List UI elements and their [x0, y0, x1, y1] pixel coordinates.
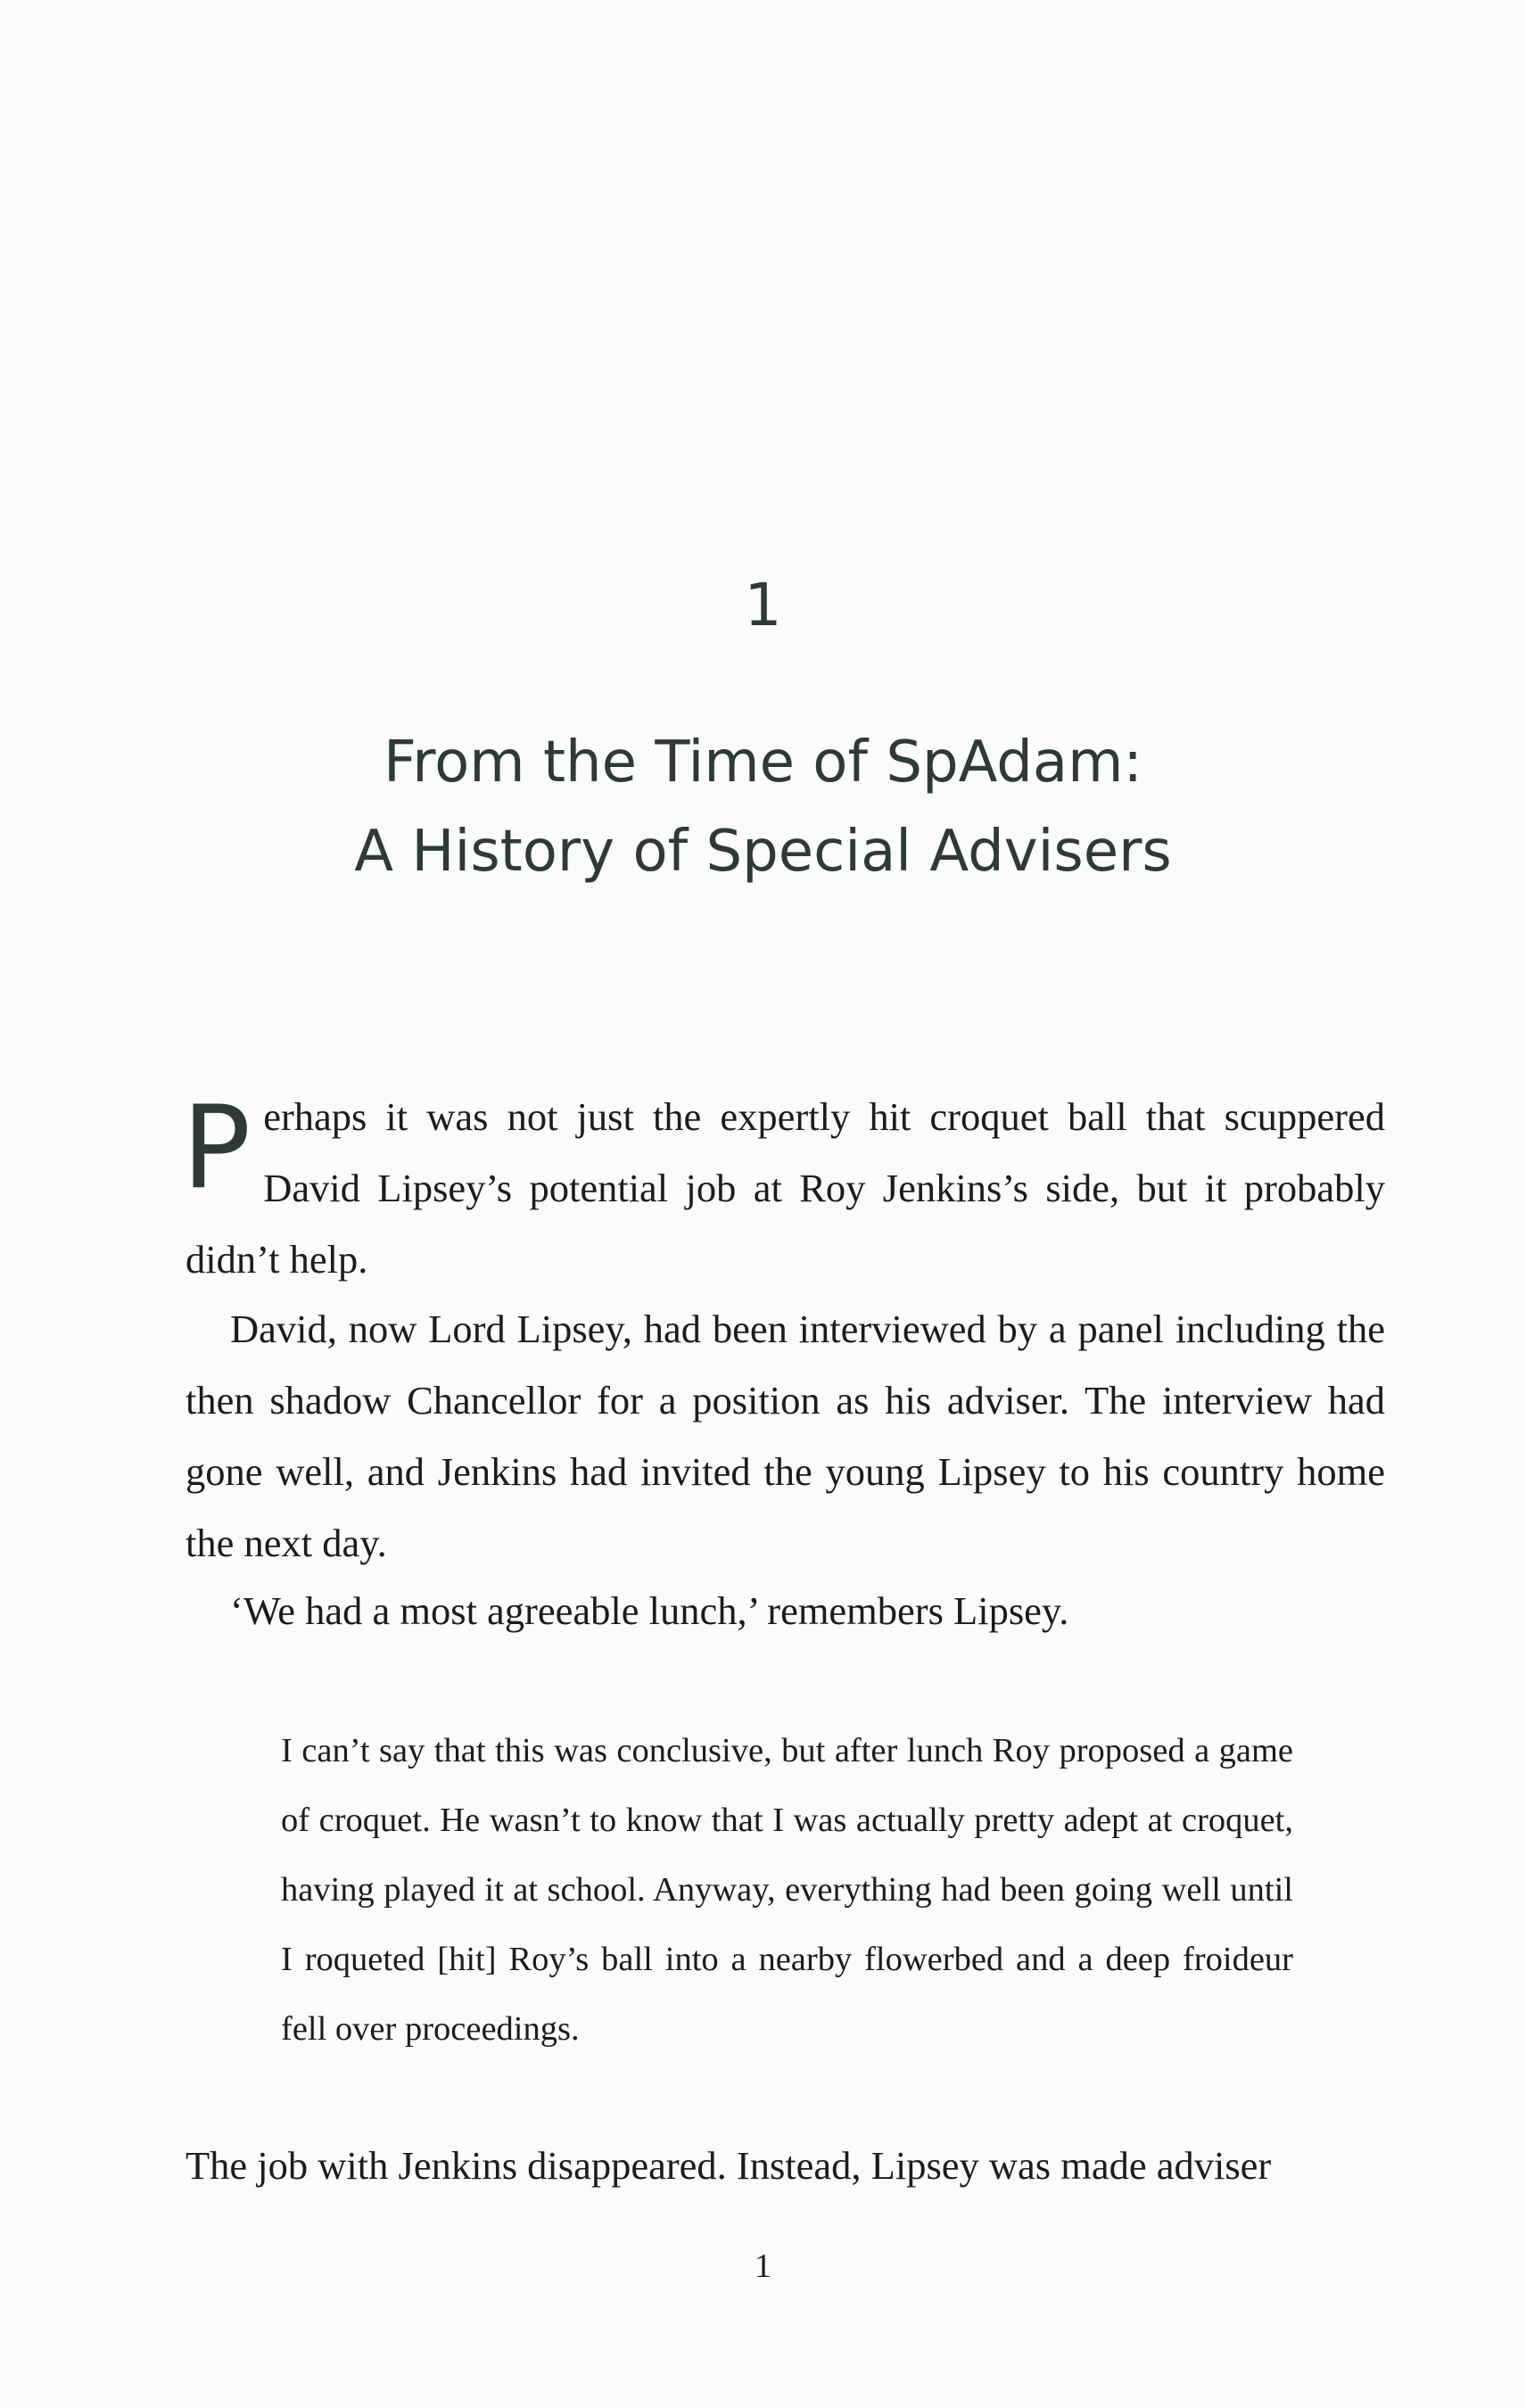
- body-paragraph: The job with Jenkins disappeared. Instead, Lipsey was made adviser: [186, 2143, 1272, 2188]
- page-number: 1: [755, 2247, 771, 2285]
- chapter-title-line-1: From the Time of SpAdam:: [384, 730, 1142, 796]
- chapter-number: 1: [744, 571, 782, 639]
- body-paragraph: ‘We had a most agreeable lunch,’ remembers Lipsey.: [230, 1588, 1069, 1633]
- opening-paragraph-text: erhaps it was not just the expertly hit croquet ball that scuppered David Lipsey’s potential job at Roy Jenkins’s side, but it probably didn’t help.: [186, 1094, 1385, 1282]
- chapter-title-line-2: A History of Special Advisers: [354, 819, 1172, 885]
- drop-cap: P: [182, 1082, 252, 1215]
- opening-paragraph: [182, 1081, 1385, 1295]
- body-paragraph: David, now Lord Lipsey, had been interviewed by a panel including the then shadow Chancellor for a position as his adviser. The interview had gone well, and Jenkins had invited the young Lipsey to his country home the next day.: [186, 1307, 1385, 1565]
- chapter-title: [0, 718, 1526, 896]
- block-quote: I can’t say that this was conclusive, but after lunch Roy proposed a game of croquet. He wasn’t to know that I was actually pretty adept at croquet, having played it at school. Anyway, everything had been going well until I roqueted [hit] Roy’s ball into a nearby flowerbed and a deep froideur fell over proceedings.: [281, 1732, 1293, 2048]
